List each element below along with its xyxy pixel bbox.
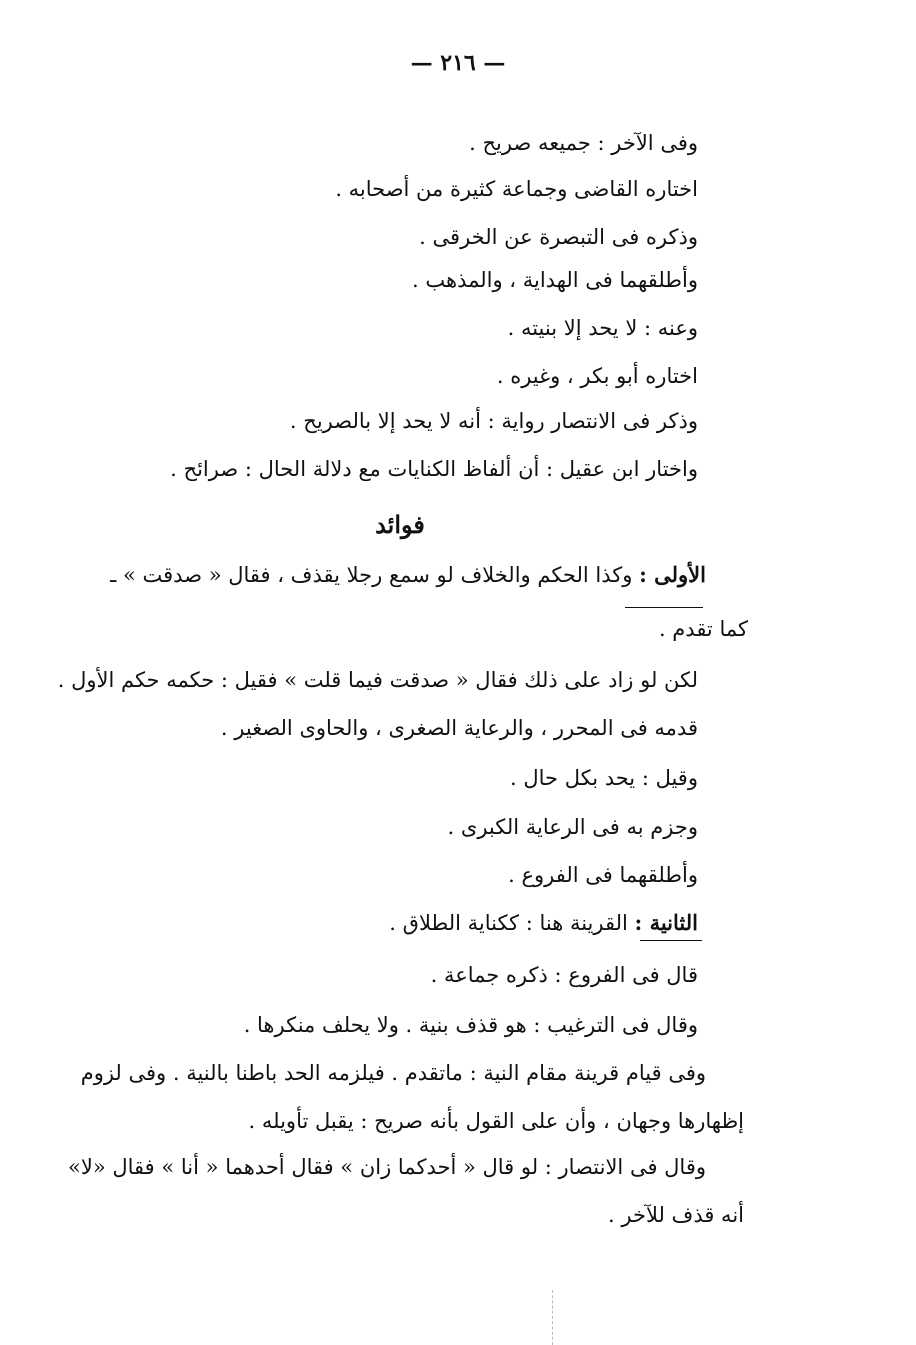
text-line: وذكر فى الانتصار رواية : أنه لا يحد إلا بالصريح . <box>289 409 698 433</box>
text-line: وأطلقهما فى الفروع . <box>508 863 698 887</box>
text-line: وقيل : يحد بكل حال . <box>510 766 698 790</box>
text-line: وقال فى الترغيب : هو قذف بنية . ولا يحلف منكرها . <box>243 1013 698 1037</box>
text-line: وذكره فى التبصرة عن الخرقى . <box>419 225 698 249</box>
section-heading: فوائد <box>375 510 425 539</box>
lead-underline <box>625 607 703 608</box>
text-line: وأطلقهما فى الهداية ، والمذهب . <box>412 268 698 292</box>
text-line: كما تقدم . <box>658 617 748 641</box>
text-line: اختاره القاضى وجماعة كثيرة من أصحابه . <box>335 177 698 201</box>
lead-underline <box>640 940 702 941</box>
section-lead: الثانية : <box>634 910 698 935</box>
text-line: أنه قذف للآخر . <box>608 1203 744 1227</box>
line-text: القرينة هنا : ككناية الطلاق . <box>389 911 635 935</box>
text-line: وفى قيام قرينة مقام النية : ماتقدم . فيلزمه الحد باطنا بالنية . وفى لزوم <box>80 1061 706 1085</box>
section-lead: الأولى : <box>639 562 706 587</box>
text-line: اختاره أبو بكر ، وغيره . <box>496 364 698 388</box>
text-line: إظهارها وجهان ، وأن على القول بأنه صريح : يقبل تأويله . <box>248 1109 744 1133</box>
text-line: وجزم به فى الرعاية الكبرى . <box>447 815 698 839</box>
text-line: قال فى الفروع : ذكره جماعة . <box>430 963 698 987</box>
text-line <box>110 560 706 590</box>
line-text: وكذا الحكم والخلاف لو سمع رجلا يقذف ، فقال « صدقت » ـ <box>110 563 640 587</box>
text-line: وقال فى الانتصار : لو قال « أحدكما زان » فقال أحدهما « أنا » فقال «لا» <box>68 1155 706 1179</box>
page-fold-mark <box>552 1290 553 1345</box>
text-line: وفى الآخر : جميعه صريح . <box>469 131 698 155</box>
page-number: — ٢١٦ — <box>410 50 506 76</box>
text-line: وعنه : لا يحد إلا بنيته . <box>507 316 698 340</box>
text-line: قدمه فى المحرر ، والرعاية الصغرى ، والحاوى الصغير . <box>220 716 698 740</box>
text-line: واختار ابن عقيل : أن ألفاظ الكنايات مع دلالة الحال : صرائح . <box>170 457 698 481</box>
text-line <box>389 908 698 938</box>
text-line: لكن لو زاد على ذلك فقال « صدقت فيما قلت » فقيل : حكمه حكم الأول . <box>57 668 698 692</box>
